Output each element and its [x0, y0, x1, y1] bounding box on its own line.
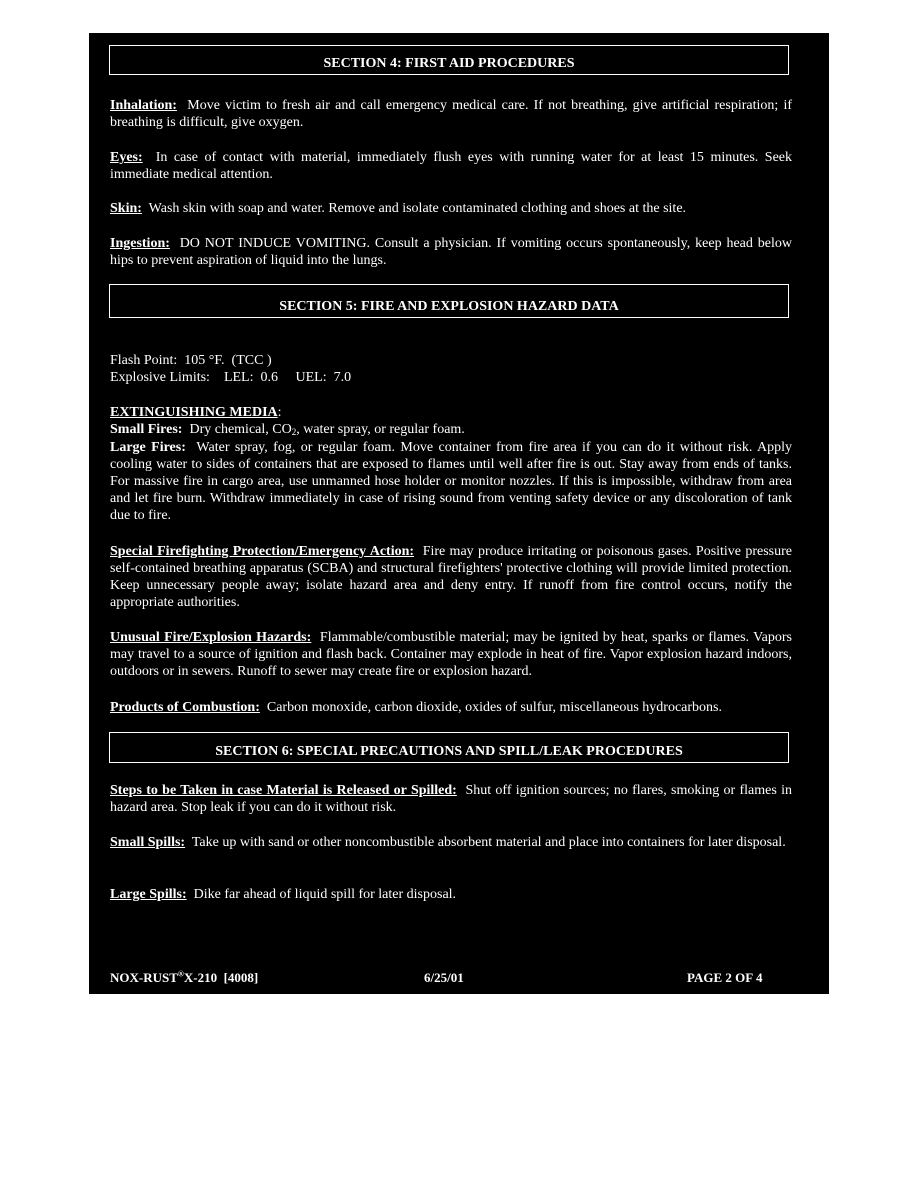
large-fires-paragraph — [110, 439, 792, 524]
section-6-header — [109, 732, 789, 763]
inhalation-text: Move victim to fresh air and call emergency medical care. If not breathing, give artificial respiration; if breathing is difficult, give oxygen. — [110, 98, 792, 130]
flash-point-line — [110, 352, 792, 369]
special-firefighting-paragraph — [110, 543, 792, 611]
large-spills-text: Dike far ahead of liquid spill for later disposal. — [193, 887, 457, 902]
small-spills-paragraph — [110, 834, 792, 851]
document-page — [89, 33, 829, 994]
section-4-header — [109, 45, 789, 75]
registered-mark: ® — [177, 969, 184, 979]
section-4-title: SECTION 4: FIRST AID PROCEDURES — [323, 56, 575, 71]
flash-point: Flash Point: 105 °F. (TCC ) — [110, 353, 272, 368]
section-6-title: SECTION 6: SPECIAL PRECAUTIONS AND SPILL/LEAK PROCEDURES — [215, 744, 683, 759]
explosive-limits: Explosive Limits: LEL: 0.6 UEL: 7.0 — [110, 370, 352, 385]
section-5-title: SECTION 5: FIRE AND EXPLOSION HAZARD DATA — [279, 299, 619, 314]
footer-date: 6/25/01 — [424, 970, 464, 985]
small-spills-label: Small Spills: — [110, 835, 186, 850]
footer-page-number: PAGE 2 OF 4 — [687, 970, 763, 985]
unusual-hazards-paragraph — [110, 629, 792, 680]
extinguishing-media-label: EXTINGUISHING MEDIA — [110, 405, 278, 420]
steps-paragraph — [110, 782, 792, 816]
eyes-label: Eyes: — [110, 150, 143, 165]
large-spills-paragraph — [110, 886, 792, 903]
eyes-paragraph — [110, 149, 792, 183]
small-spills-text: Take up with sand or other noncombustible absorbent material and place into containers for later disposal. — [191, 835, 786, 850]
skin-text: Wash skin with soap and water. Remove and isolate contaminated clothing and shoes at the site. — [148, 201, 687, 216]
inhalation-paragraph — [110, 97, 792, 131]
special-firefighting-text: Fire may produce irritating or poisonous gases. Positive pressure self-contained breathing apparatus (SCBA) and structural firefighters' protective clothing will provide limited protection. Keep unnecessary people away; isolate hazard area and deny entry. If runoff from fire control occurs, notify the appropriate authorities. — [110, 544, 792, 610]
products-combustion-text: Carbon monoxide, carbon dioxide, oxides of sulfur, miscellaneous hydrocarbons. — [266, 700, 722, 715]
small-fires-label: Small Fires: — [110, 422, 183, 437]
section-5-header — [109, 284, 789, 318]
inhalation-label: Inhalation: — [110, 98, 177, 113]
eyes-text: In case of contact with material, immediately flush eyes with running water for at least 15 minutes. Seek immediate medical attention. — [110, 150, 793, 182]
explosive-limits-line — [110, 369, 792, 386]
small-fires-paragraph — [110, 421, 792, 438]
extinguishing-media-colon: : — [277, 405, 282, 420]
unusual-hazards-label: Unusual Fire/Explosion Hazards: — [110, 630, 312, 645]
ingestion-paragraph — [110, 235, 792, 269]
unusual-hazards-text: Flammable/combustible material; may be ignited by heat, sparks or flames. Vapors may travel to a source of ignition and flash back. Container may explode in heat of fire. Vapor explosion hazard indoors, outdoors or in sewers. Runoff to sewer may create fire or explosion hazard. — [110, 630, 792, 679]
special-firefighting-label: Special Firefighting Protection/Emergency Action: — [110, 544, 415, 559]
footer-product — [110, 970, 258, 986]
large-fires-label: Large Fires: — [110, 440, 186, 455]
skin-label: Skin: — [110, 201, 142, 216]
ingestion-text: DO NOT INDUCE VOMITING. Consult a physician. If vomiting occurs spontaneously, keep head below hips to prevent aspiration of liquid into the lungs. — [110, 236, 792, 268]
ingestion-label: Ingestion: — [110, 236, 170, 251]
footer-product-name: NOX-RUST — [110, 970, 178, 985]
small-fires-text-pre: Dry chemical, CO — [189, 422, 292, 437]
steps-label: Steps to be Taken in case Material is Released or Spilled: — [110, 783, 457, 798]
extinguishing-media-heading — [110, 404, 792, 421]
small-fires-sub: 2 — [291, 427, 297, 437]
products-combustion-label: Products of Combustion: — [110, 700, 260, 715]
large-fires-text: Water spray, fog, or regular foam. Move container from fire area if you can do it without risk. Apply cooling water to sides of containers that are exposed to flames until well after fire is out. Stay away from ends of tanks. For massive fire in cargo area, use unmanned hose holder or monitor nozzles. If this is impossible, withdraw from area and let fire burn. Withdraw immediately in case of rising sound from venting safety device or any discoloration of tank due to fire. — [110, 440, 792, 523]
footer-product-code: X-210 [4008] — [183, 970, 259, 985]
products-combustion-paragraph — [110, 699, 792, 716]
steps-text: Shut off ignition sources; no flares, smoking or flames in hazard area. Stop leak if you can do it without risk. — [110, 783, 793, 815]
skin-paragraph — [110, 200, 792, 217]
large-spills-label: Large Spills: — [110, 887, 187, 902]
small-fires-text-post: , water spray, or regular foam. — [296, 422, 465, 437]
